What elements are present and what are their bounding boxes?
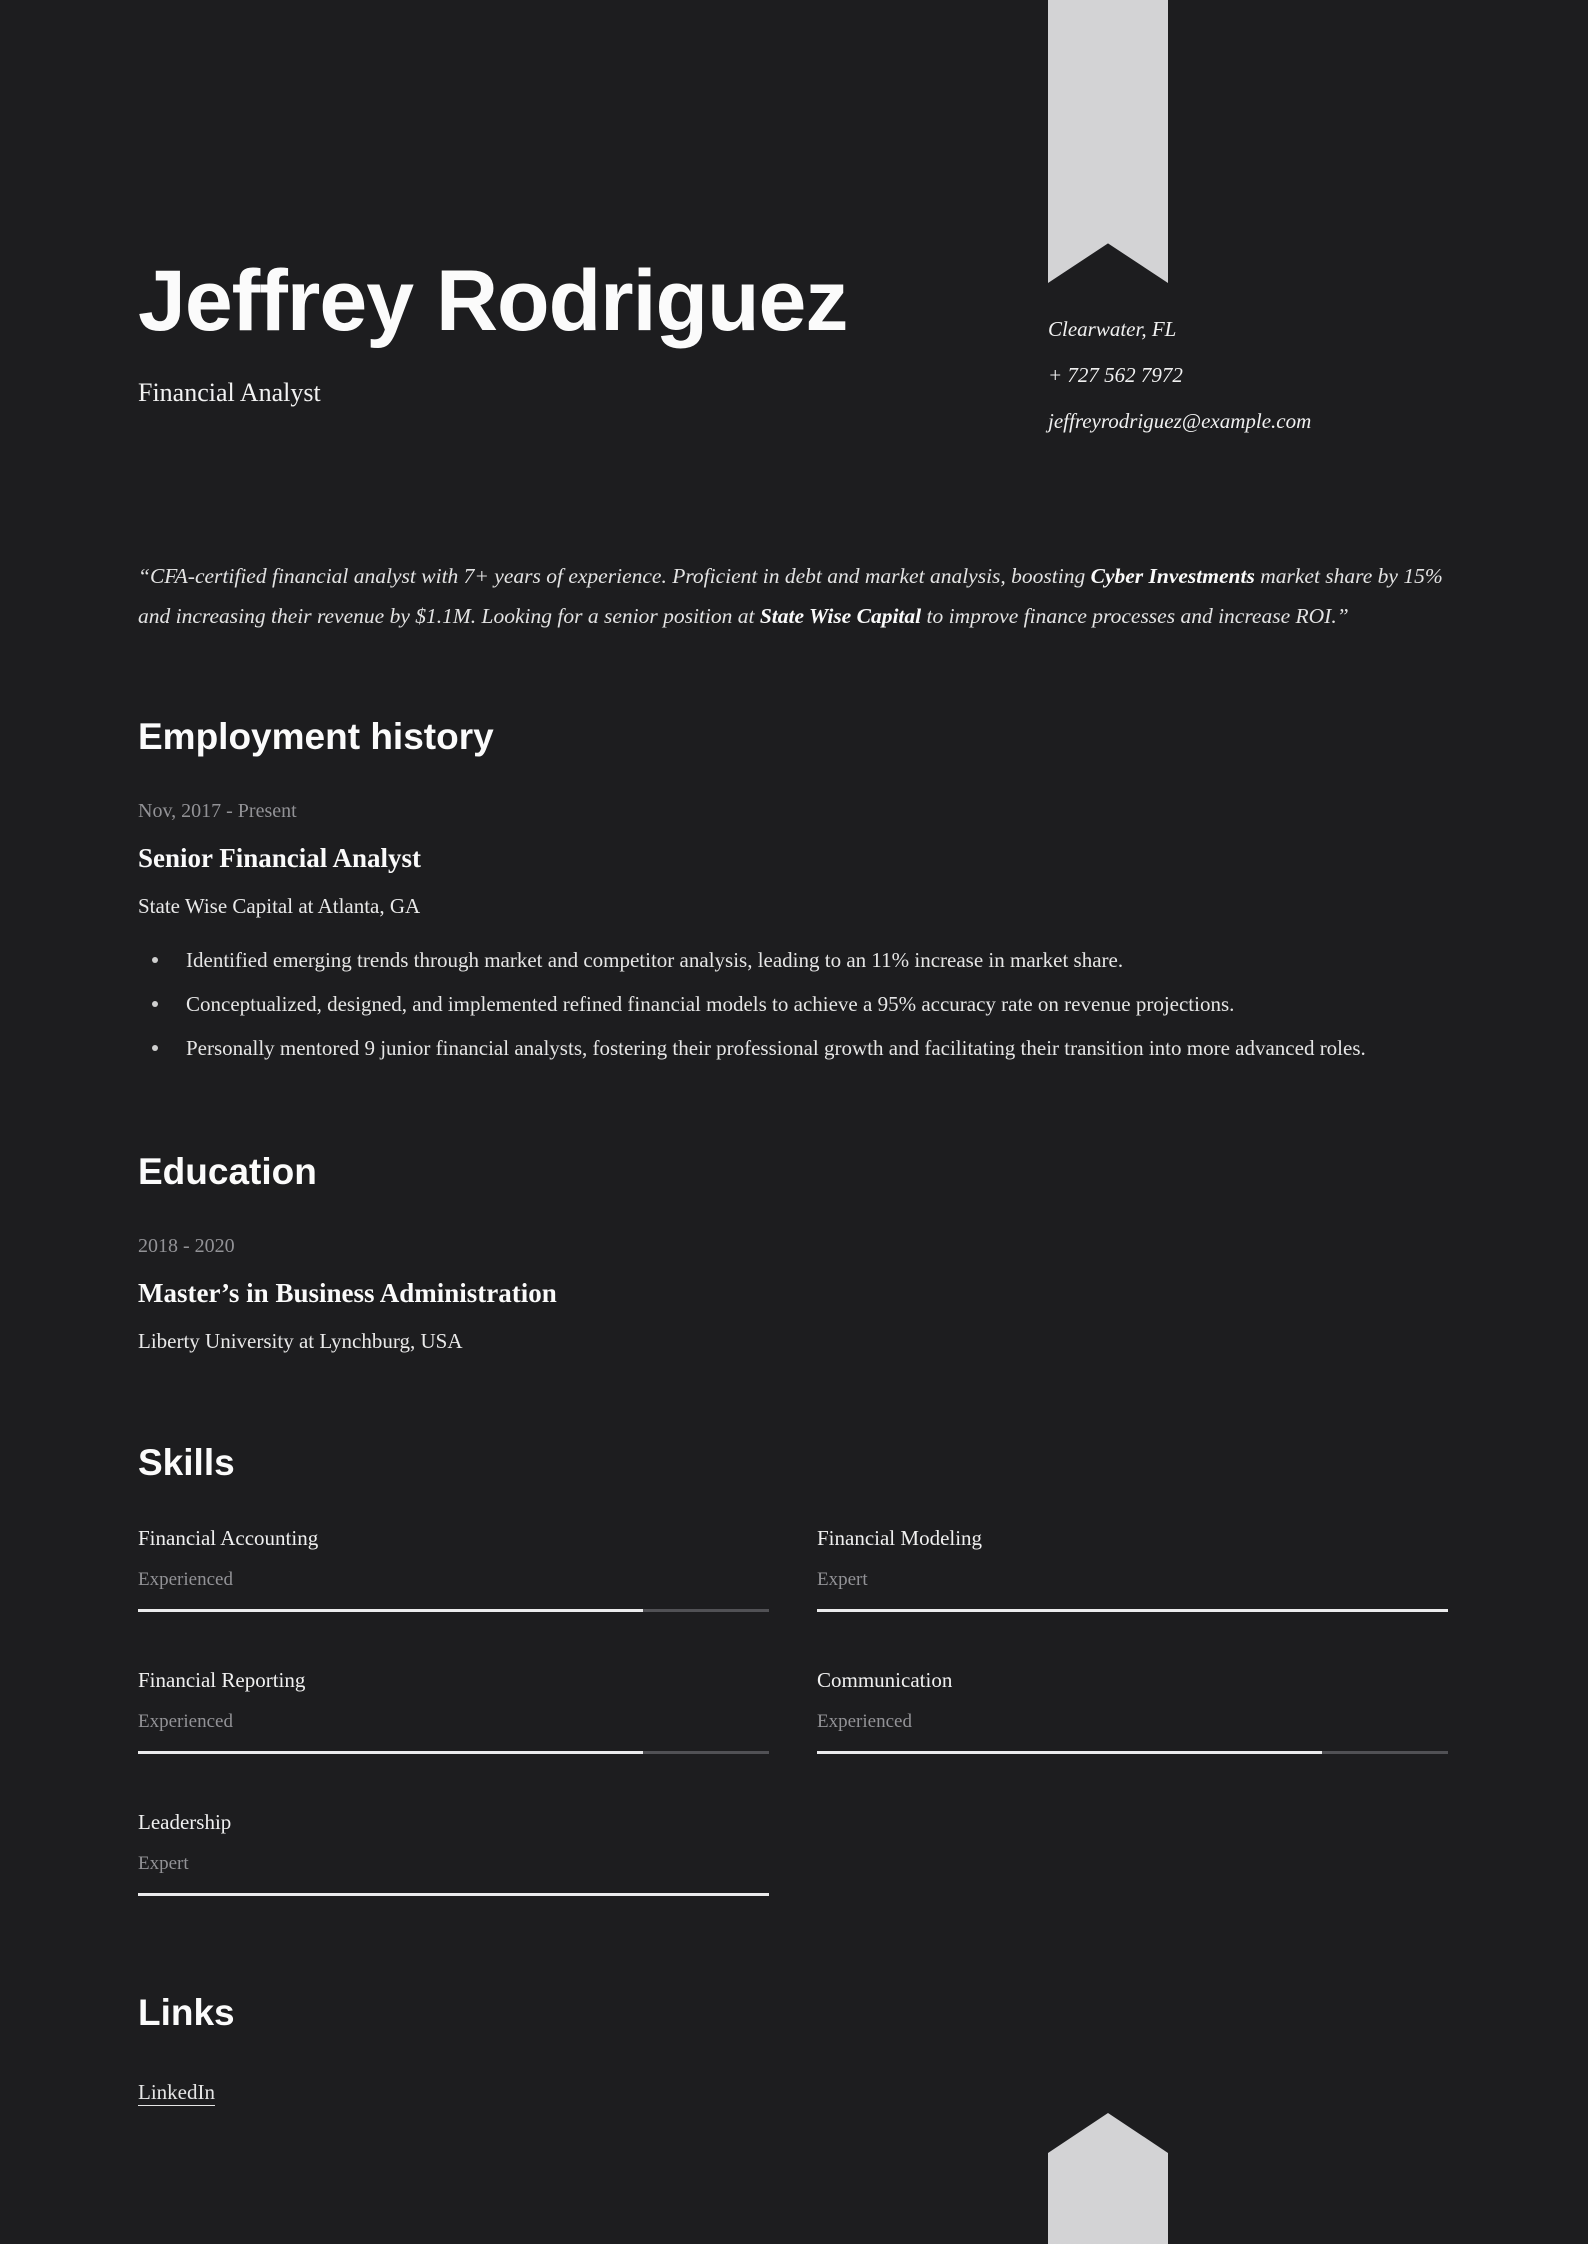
links-heading: Links xyxy=(138,1992,235,2033)
education-section xyxy=(138,1151,1448,1354)
education-entries xyxy=(138,1235,1448,1354)
skill-item xyxy=(817,1668,1448,1754)
education-dates: 2018 - 2020 xyxy=(138,1235,235,1257)
contact-block xyxy=(1048,318,1448,456)
skill-name: Financial Reporting xyxy=(138,1668,306,1692)
skill-item xyxy=(138,1526,769,1612)
employment-job-title: Senior Financial Analyst xyxy=(138,843,422,873)
skill-progress-fill xyxy=(138,1609,643,1612)
skills-heading: Skills xyxy=(138,1442,235,1483)
skills-grid xyxy=(138,1526,1448,1896)
person-job-title: Financial Analyst xyxy=(138,378,321,407)
bookmark-ribbon-bottom-icon xyxy=(1048,2113,1168,2244)
skill-progress-track xyxy=(138,1893,769,1896)
employment-entries xyxy=(138,800,1448,1059)
education-school: Liberty University at Lynchburg, USA xyxy=(138,1329,463,1353)
skill-name: Financial Modeling xyxy=(817,1526,983,1550)
links-list xyxy=(138,2080,1448,2105)
contact-email: jeffreyrodriguez@example.com xyxy=(1048,409,1312,433)
employment-bullet-list xyxy=(138,949,1448,1059)
skill-item xyxy=(817,1526,1448,1612)
skill-level: Experienced xyxy=(138,1711,233,1732)
skill-progress-track xyxy=(138,1609,769,1612)
skill-progress-fill xyxy=(817,1609,1448,1612)
skill-item xyxy=(138,1810,769,1896)
skill-progress-track xyxy=(817,1609,1448,1612)
skill-level: Expert xyxy=(817,1569,868,1590)
person-name: Jeffrey Rodriguez xyxy=(138,253,848,349)
employment-section xyxy=(138,716,1448,1059)
skill-name: Communication xyxy=(817,1668,953,1692)
external-link[interactable]: LinkedIn xyxy=(138,2080,215,2104)
contact-phone: + 727 562 7972 xyxy=(1048,363,1183,387)
education-degree: Master’s in Business Administration xyxy=(138,1278,557,1308)
employment-entry xyxy=(138,800,1448,1059)
contact-location: Clearwater, FL xyxy=(1048,317,1177,341)
education-entry xyxy=(138,1235,1448,1354)
skill-progress-fill xyxy=(138,1751,643,1754)
employment-heading: Employment history xyxy=(138,716,494,757)
skill-name: Leadership xyxy=(138,1810,232,1834)
employment-company: State Wise Capital at Atlanta, GA xyxy=(138,894,421,918)
skill-level: Expert xyxy=(138,1853,189,1874)
employment-dates: Nov, 2017 - Present xyxy=(138,800,297,822)
employment-bullet: Conceptualized, designed, and implemented refined financial models to achieve a 95% accuracy rate on revenue projections. xyxy=(138,993,1448,1015)
header xyxy=(138,0,1448,456)
skill-level: Experienced xyxy=(817,1711,912,1732)
skill-progress-fill xyxy=(138,1893,769,1896)
profile-summary: “CFA-certified financial analyst with 7+ years of experience. Proficient in debt and market analysis, boosting Cyber Investments market share by 15% and increasing their revenue by $1.1M. Looking for a senior position at State Wise Capital to improve finance processes and increase ROI.” xyxy=(138,564,1443,628)
skill-name: Financial Accounting xyxy=(138,1526,319,1550)
header-identity xyxy=(138,0,1048,456)
skill-item xyxy=(138,1668,769,1754)
employment-bullet: Personally mentored 9 junior financial analysts, fostering their professional growth and facilitating their transition into more advanced roles. xyxy=(138,1037,1448,1059)
skill-level: Experienced xyxy=(138,1569,233,1590)
education-heading: Education xyxy=(138,1151,317,1192)
links-section xyxy=(138,1992,1448,2105)
skill-progress-track xyxy=(138,1751,769,1754)
skills-section xyxy=(138,1442,1448,1896)
employment-bullet: Identified emerging trends through market and competitor analysis, leading to an 11% increase in market share. xyxy=(138,949,1448,971)
skill-progress-fill xyxy=(817,1751,1322,1754)
skill-progress-track xyxy=(817,1751,1448,1754)
